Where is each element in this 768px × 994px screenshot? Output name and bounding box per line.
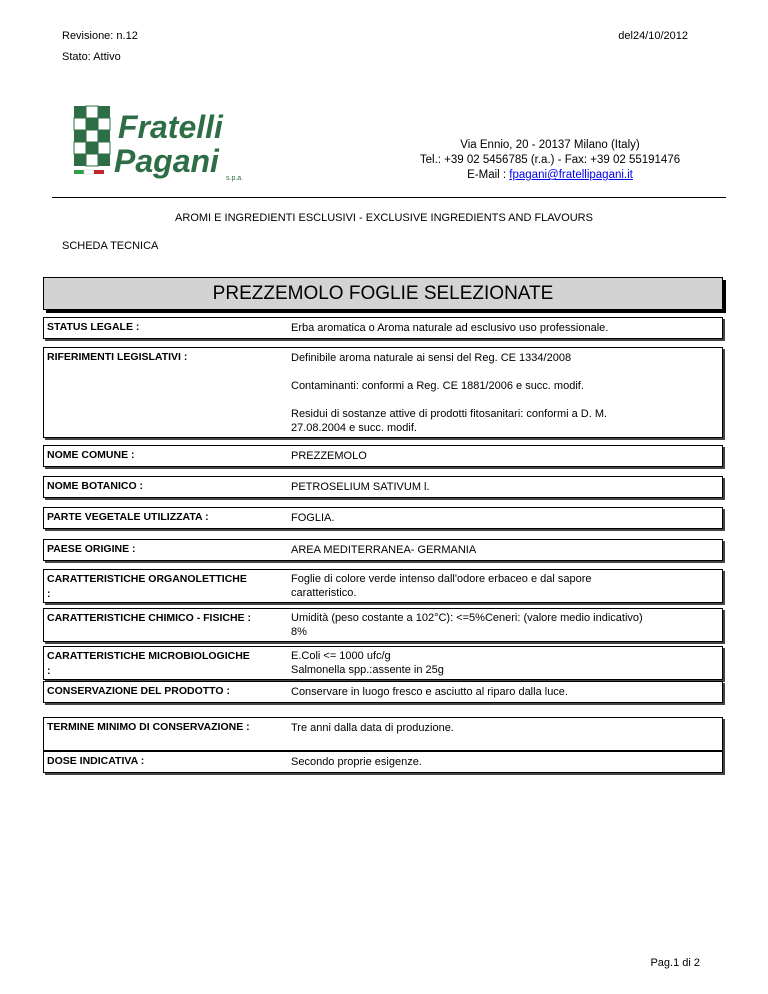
spec-value-line: E.Coli <= 1000 ufc/g	[291, 650, 391, 662]
revision-date: del24/10/2012	[618, 30, 688, 42]
spec-value-line: Residui di sostanze attive di prodotti fitosanitari: conformi a D. M.	[291, 408, 608, 420]
spec-value-line: Contaminanti: conformi a Reg. CE 1881/2006 e succ. modif.	[291, 380, 584, 392]
document-type: SCHEDA TECNICA	[62, 240, 159, 252]
spec-value-line: PETROSELIUM SATIVUM l.	[291, 481, 430, 493]
spec-value	[291, 685, 711, 699]
spec-label: NOME COMUNE :	[47, 449, 135, 461]
spec-label: CONSERVAZIONE DEL PRODOTTO :	[47, 685, 230, 697]
spec-value-line: Secondo proprie esigenze.	[291, 756, 422, 768]
spec-value	[291, 543, 711, 557]
spec-value	[291, 321, 711, 335]
header-divider	[52, 197, 726, 198]
spec-row	[43, 347, 723, 438]
spec-value-line: AREA MEDITERRANEA- GERMANIA	[291, 544, 477, 556]
logo-mosaic-icon	[74, 106, 110, 166]
spec-row	[43, 608, 723, 642]
spec-value-line: Salmonella spp.:assente in 25g	[291, 664, 444, 676]
spec-label: CARATTERISTICHE MICROBIOLOGICHE :	[47, 650, 250, 677]
logo-text-pagani: Pagani	[114, 143, 219, 179]
spec-value-line: Conservare in luogo fresco e asciutto al riparo dalla luce.	[291, 686, 568, 698]
spec-value	[291, 611, 711, 639]
spec-value-line: FOGLIA.	[291, 512, 335, 524]
spec-label: DOSE INDICATIVA :	[47, 755, 145, 767]
spec-value-line	[291, 393, 711, 407]
spec-label: PARTE VEGETALE UTILIZZATA :	[47, 511, 209, 523]
company-logo	[66, 100, 256, 186]
spec-value	[291, 480, 711, 494]
spec-row	[43, 681, 723, 703]
logo-text-fratelli: Fratelli	[118, 109, 223, 145]
spec-value	[291, 351, 711, 435]
company-address: Via Ennio, 20 - 20137 Milano (Italy)	[460, 139, 640, 151]
spec-value	[291, 449, 711, 463]
spec-value-line: 8%	[291, 626, 307, 638]
company-address-block	[400, 138, 700, 183]
logo-text-spa: s.p.a.	[226, 175, 244, 182]
spec-row	[43, 646, 723, 680]
document-status: Stato: Attivo	[62, 51, 121, 63]
revision-number: Revisione: n.12	[62, 30, 138, 42]
spec-value-line: caratteristico.	[291, 587, 357, 599]
spec-value-line: PREZZEMOLO	[291, 450, 367, 462]
company-phone: Tel.: +39 02 5456785 (r.a.) - Fax: +39 02 55191476	[419, 154, 681, 166]
spec-value-line: Foglie di colore verde intenso dall'odore erbaceo e dal sapore	[291, 573, 592, 585]
spec-row	[43, 476, 723, 498]
email-label: E-Mail :	[467, 169, 510, 181]
spec-label: TERMINE MINIMO DI CONSERVAZIONE :	[47, 721, 250, 733]
spec-value-line: Umidità (peso costante a 102°C): <=5%Ceneri: (valore medio indicativo)	[291, 612, 643, 624]
email-link[interactable]: fpagani@fratellipagani.it	[509, 169, 633, 181]
spec-row	[43, 539, 723, 561]
spec-row	[43, 569, 723, 603]
spec-value	[291, 755, 711, 769]
spec-row	[43, 507, 723, 529]
spec-label: CARATTERISTICHE CHIMICO - FISICHE :	[47, 612, 251, 624]
spec-label: NOME BOTANICO :	[47, 480, 144, 492]
spec-label: STATUS LEGALE :	[47, 321, 140, 333]
spec-row	[43, 445, 723, 467]
product-title-box	[43, 277, 723, 310]
spec-label: RIFERIMENTI LEGISLATIVI :	[47, 351, 188, 363]
company-email-line	[400, 168, 700, 183]
spec-label: PAESE ORIGINE :	[47, 543, 136, 555]
spec-value	[291, 721, 711, 735]
product-title: PREZZEMOLO FOGLIE SELEZIONATE	[212, 283, 554, 304]
page-number: Pag.1 di 2	[650, 957, 700, 969]
spec-row	[43, 751, 723, 773]
spec-row	[43, 317, 723, 339]
spec-value-line	[291, 365, 711, 379]
document-subtitle: AROMI E INGREDIENTI ESCLUSIVI - EXCLUSIVE INGREDIENTS AND FLAVOURS	[175, 212, 593, 224]
spec-value	[291, 649, 711, 677]
spec-value	[291, 572, 711, 600]
spec-value	[291, 511, 711, 525]
spec-row	[43, 717, 723, 751]
spec-value-line: Tre anni dalla data di produzione.	[291, 722, 454, 734]
spec-value-line: Definibile aroma naturale ai sensi del Reg. CE 1334/2008	[291, 352, 572, 364]
spec-value-line: Erba aromatica o Aroma naturale ad esclusivo uso professionale.	[291, 322, 609, 334]
spec-value-line: 27.08.2004 e succ. modif.	[291, 422, 417, 434]
spec-label: CARATTERISTICHE ORGANOLETTICHE :	[47, 573, 247, 600]
